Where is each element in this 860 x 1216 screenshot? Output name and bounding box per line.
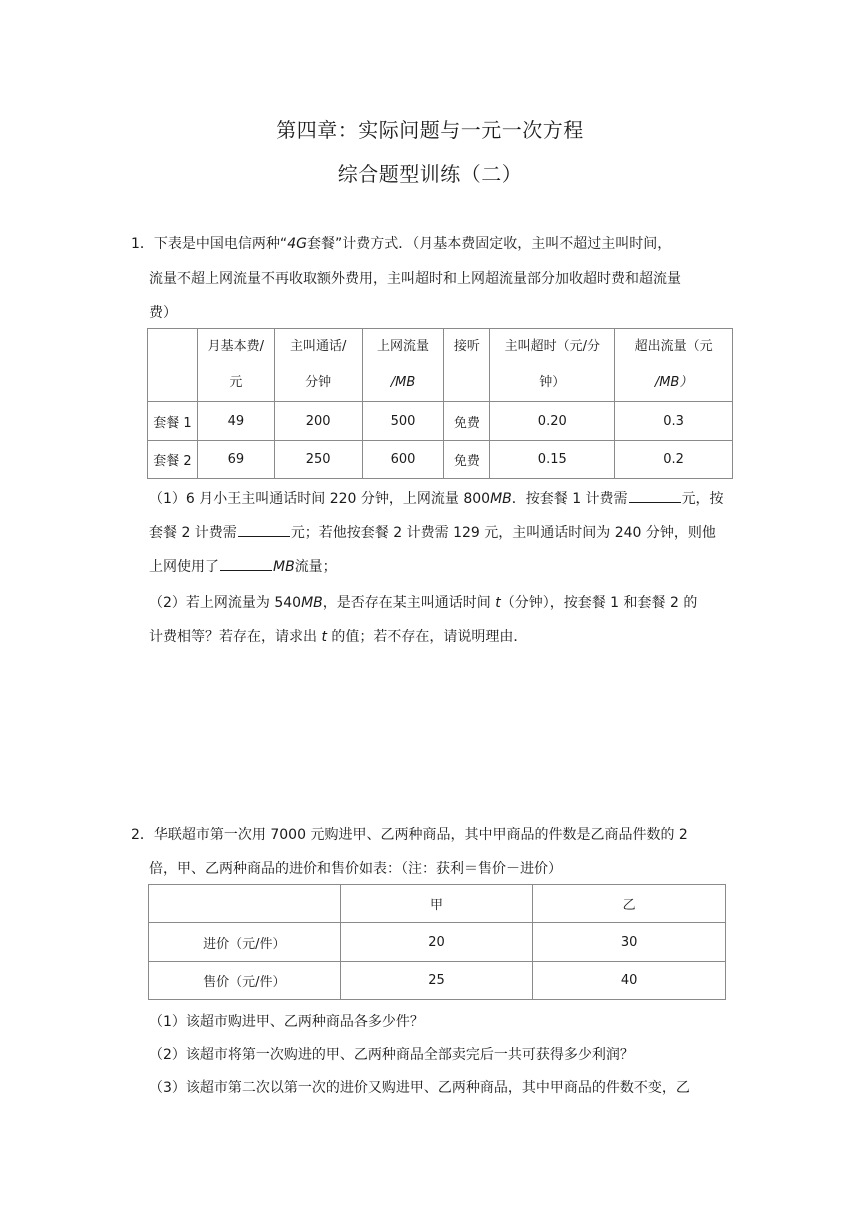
table-cell: 0.2: [615, 441, 733, 479]
table-header-cell: [149, 885, 341, 923]
table-cell: 600: [362, 441, 444, 479]
page-title: 第四章：实际问题与一元一次方程: [276, 118, 584, 142]
table-header-cell: 乙: [533, 885, 726, 923]
table-cell: 0.3: [615, 402, 733, 441]
question-1-part-2-line2: 计费相等？若存在，请求出 t 的值；若不存在，请说明理由．: [149, 629, 528, 645]
table-header-cell: 主叫通话/ 分钟: [274, 329, 362, 402]
table-cell: 售价（元/件）: [149, 962, 341, 1000]
question-2-part-3: （3）该超市第二次以第一次的进价又购进甲、乙两种商品，其中甲商品的件数不变，乙: [149, 1080, 690, 1096]
question-1-part-1: （1）6 月小王主叫通话时间 220 分钟，上网流量 800MB．按套餐 1 计费需 元，按: [149, 491, 724, 507]
question-2-part-1: （1）该超市购进甲、乙两种商品各多少件？: [149, 1014, 424, 1030]
question-2-number: 2．: [131, 827, 154, 843]
table-header-row: [148, 329, 733, 402]
table-header-cell: 月基本费/ 元: [197, 329, 274, 402]
table-header-cell: 主叫超时（元/分 钟）: [490, 329, 615, 402]
table-cell: 49: [197, 402, 274, 441]
table-cell: 25: [340, 962, 533, 1000]
question-1-number: 1．: [131, 236, 154, 252]
table-cell: 500: [362, 402, 444, 441]
table-cell: 免费: [444, 441, 490, 479]
table-cell: 40: [533, 962, 726, 1000]
table-cell: 进价（元/件）: [149, 923, 341, 962]
question-2-intro: 2．华联超市第一次用 7000 元购进甲、乙两种商品，其中甲商品的件数是乙商品件数的 2: [131, 827, 688, 843]
table-header-cell: 上网流量 /MB: [362, 329, 444, 402]
plan-pricing-table: [147, 328, 733, 479]
table-cell: 套餐 2: [148, 441, 198, 479]
table-header-cell: 接听: [444, 329, 490, 402]
question-1-part-2: （2）若上网流量为 540MB，是否存在某主叫通话时间 t（分钟），按套餐 1 和套餐 2 的: [149, 595, 698, 611]
table-header-row: [149, 885, 726, 923]
table-cell: 20: [340, 923, 533, 962]
answer-blank[interactable]: [238, 524, 290, 537]
table-header-cell: [148, 329, 198, 402]
goods-price-table: [148, 884, 726, 1000]
question-1-intro: 1．下表是中国电信两种“4G套餐”计费方式．（月基本费固定收，主叫不超过主叫时间，: [131, 236, 672, 252]
answer-blank[interactable]: [629, 490, 681, 503]
table-cell: 0.20: [490, 402, 615, 441]
page-subtitle: 综合题型训练（二）: [337, 162, 523, 186]
table-cell: 免费: [444, 402, 490, 441]
table-cell: 套餐 1: [148, 402, 198, 441]
table-cell: 250: [274, 441, 362, 479]
table-row: [148, 441, 733, 479]
table-header-cell: 超出流量（元 /MB）: [615, 329, 733, 402]
question-1-part-1-line3: 上网使用了 MB流量；: [149, 559, 337, 575]
table-cell: 69: [197, 441, 274, 479]
question-1-part-1-line2: 套餐 2 计费需 元；若他按套餐 2 计费需 129 元，主叫通话时间为 240 分钟，则他: [149, 525, 716, 541]
question-2-part-2: （2）该超市将第一次购进的甲、乙两种商品全部卖完后一共可获得多少利润？: [149, 1047, 634, 1063]
table-cell: 0.15: [490, 441, 615, 479]
table-row: [148, 402, 733, 441]
table-cell: 30: [533, 923, 726, 962]
question-2-intro-line2: 倍，甲、乙两种商品的进价和售价如表：（注：获利＝售价－进价）: [149, 861, 562, 877]
table-row: [149, 962, 726, 1000]
table-row: [149, 923, 726, 962]
table-cell: 200: [274, 402, 362, 441]
answer-blank[interactable]: [220, 558, 272, 571]
question-1-intro-line2: 流量不超上网流量不再收取额外费用，主叫超时和上网超流量部分加收超时费和超流量: [149, 271, 681, 287]
question-1-intro-line3: 费）: [149, 305, 177, 321]
table-header-cell: 甲: [340, 885, 533, 923]
